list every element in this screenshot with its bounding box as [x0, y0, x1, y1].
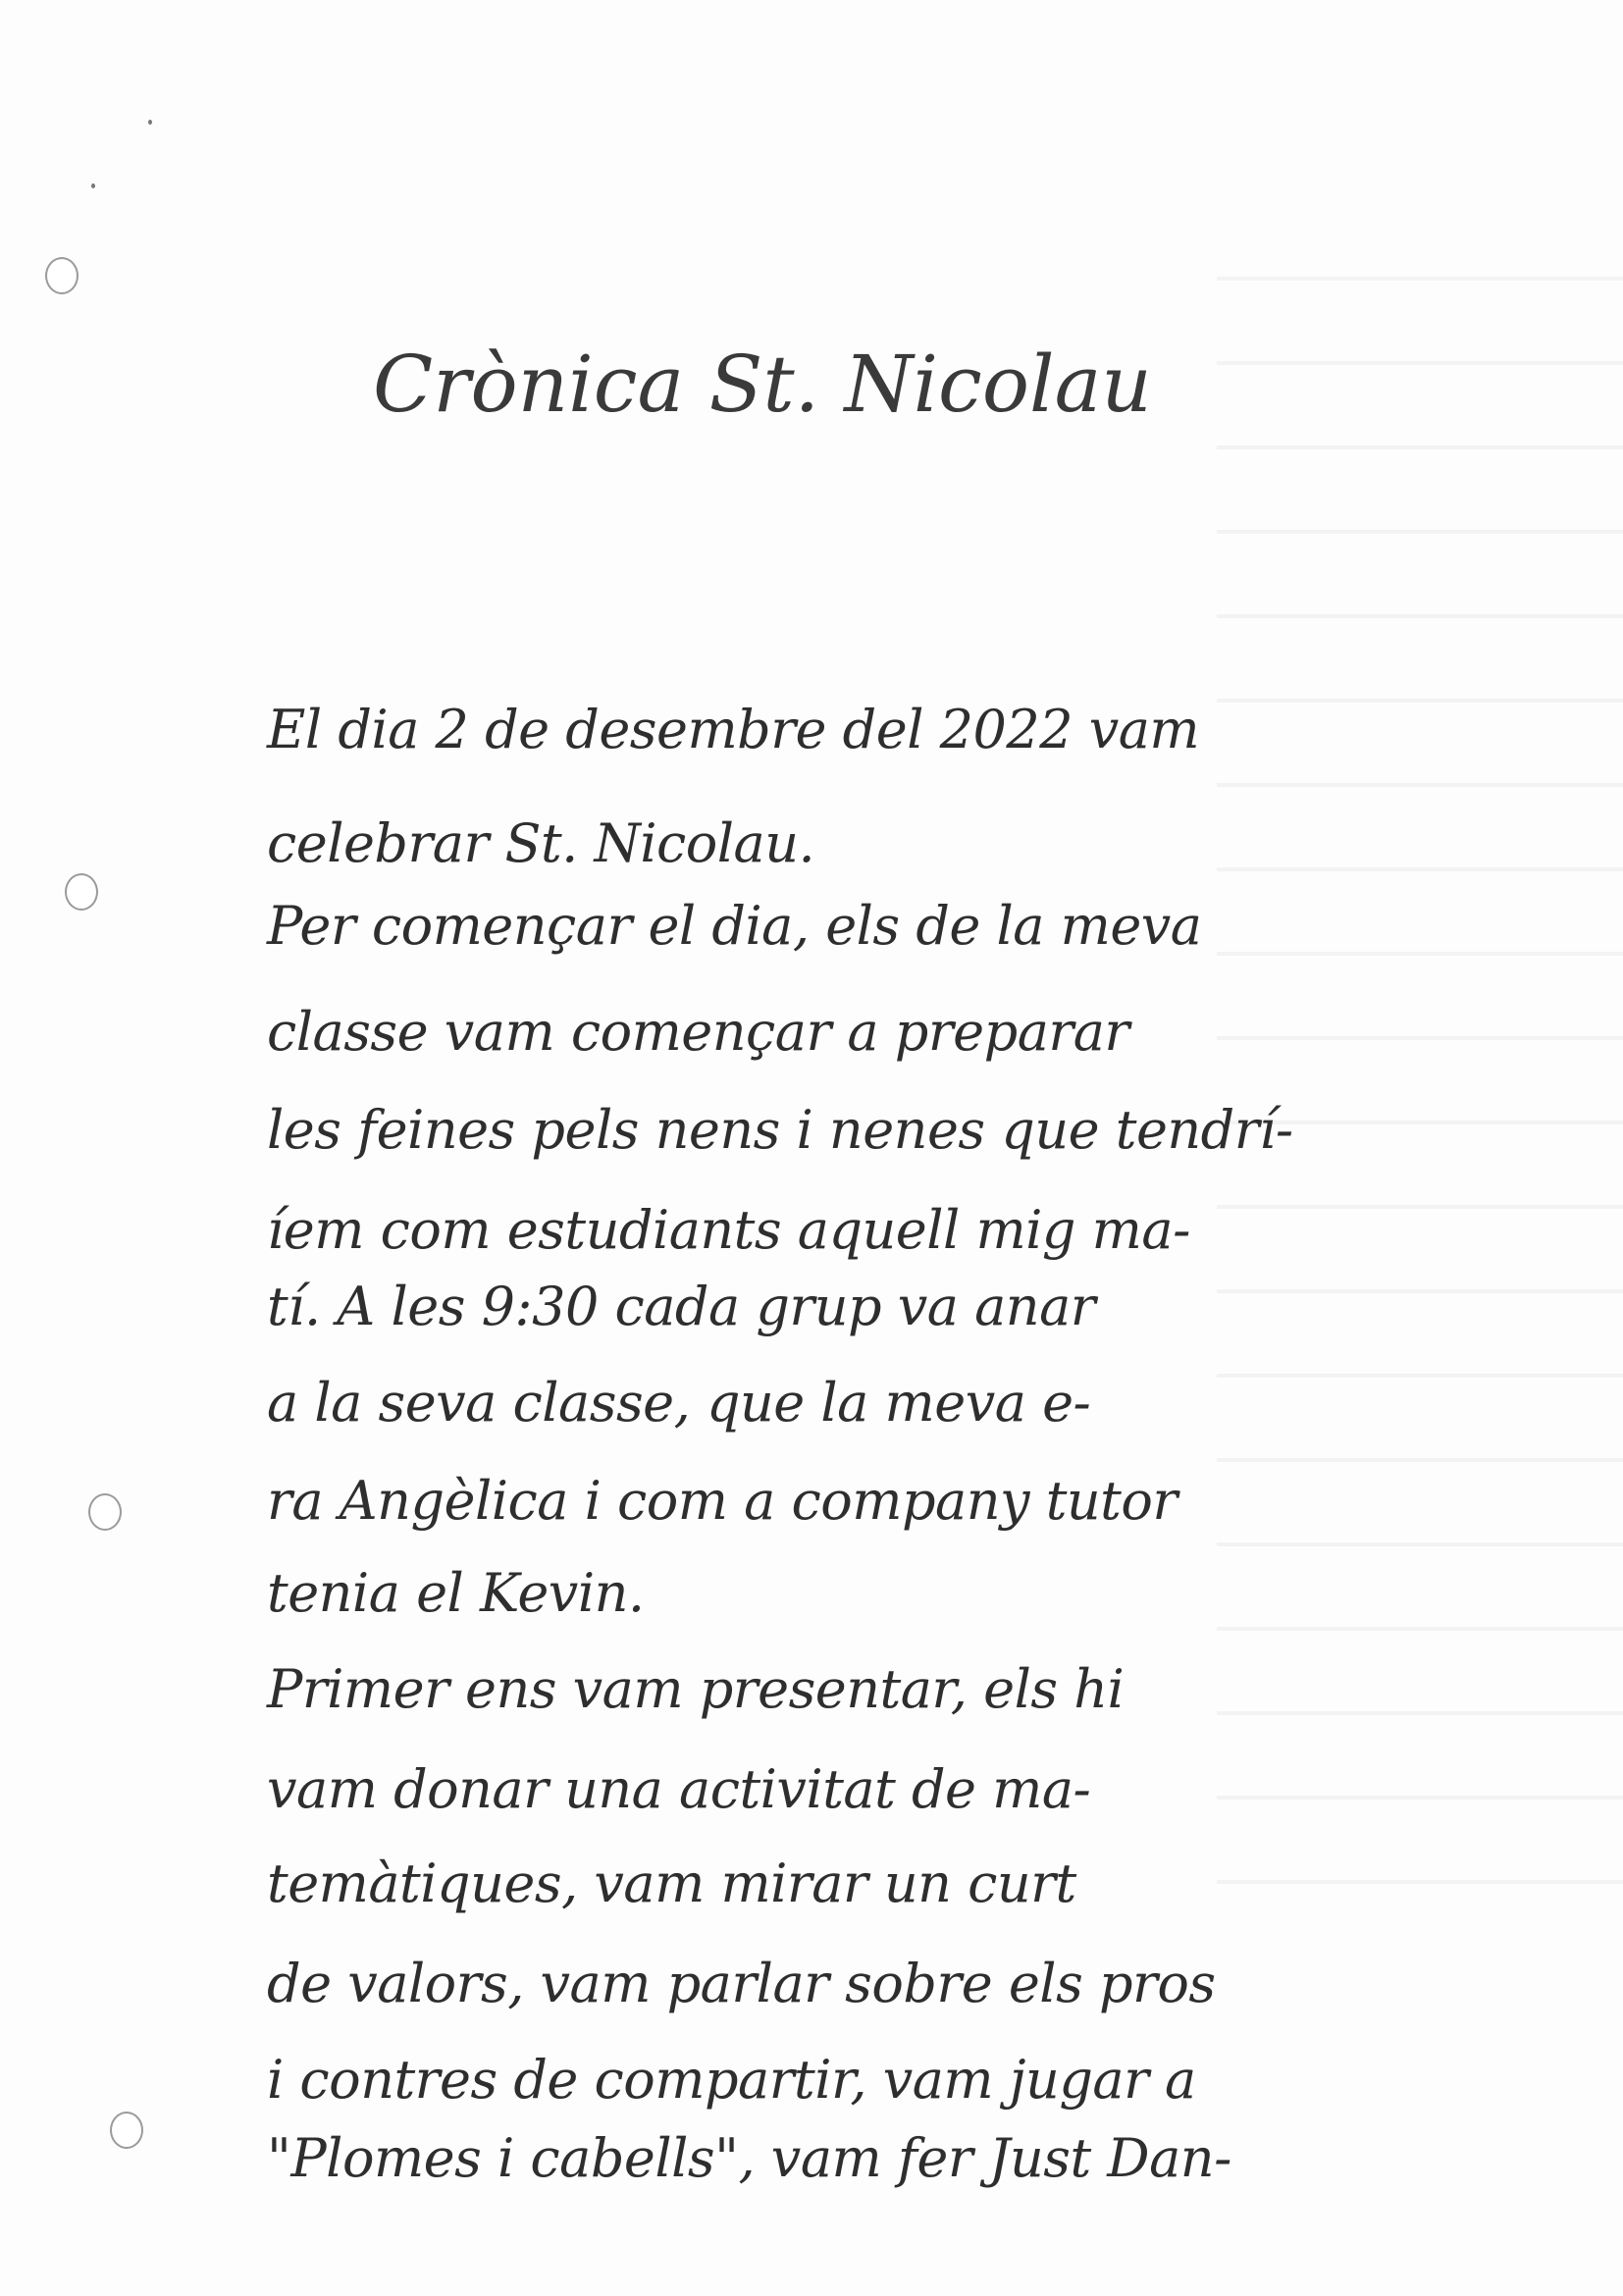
binder-hole [88, 1493, 122, 1531]
text-line: El dia 2 de desembre del 2022 vam [267, 699, 1200, 760]
text-line: les feines pels nens i nenes que tendrí- [267, 1099, 1293, 1161]
text-line: classe vam començar a preparar [267, 1001, 1129, 1063]
text-line: tí. A les 9:30 cada grup va anar [267, 1276, 1096, 1337]
text-line: de valors, vam parlar sobre els pros [267, 1953, 1216, 2014]
binder-hole [110, 2112, 143, 2149]
text-line: a la seva classe, que la meva e- [267, 1372, 1091, 1434]
text-line: vam donar una activitat de ma- [267, 1758, 1091, 1820]
text-line: temàtiques, vam mirar un curt [267, 1852, 1076, 1914]
paper-speck [91, 183, 95, 188]
binder-hole [65, 873, 98, 911]
text-line: íem com estudiants aquell mig ma- [267, 1199, 1190, 1261]
page-title: Crònica St. Nicolau [373, 339, 1152, 430]
text-line: celebrar St. Nicolau. [267, 812, 815, 874]
binder-hole [45, 257, 79, 294]
text-line: "Plomes i cabells", vam fer Just Dan- [267, 2127, 1231, 2189]
paper-speck [148, 120, 152, 125]
bleed-through-lines [1217, 196, 1623, 1962]
text-line: ra Angèlica i com a company tutor [267, 1470, 1178, 1532]
text-line: Primer ens vam presentar, els hi [267, 1658, 1125, 1720]
text-line: Per començar el dia, els de la meva [267, 895, 1202, 957]
text-line: i contres de compartir, vam jugar a [267, 2049, 1196, 2111]
text-line: tenia el Kevin. [267, 1562, 645, 1624]
